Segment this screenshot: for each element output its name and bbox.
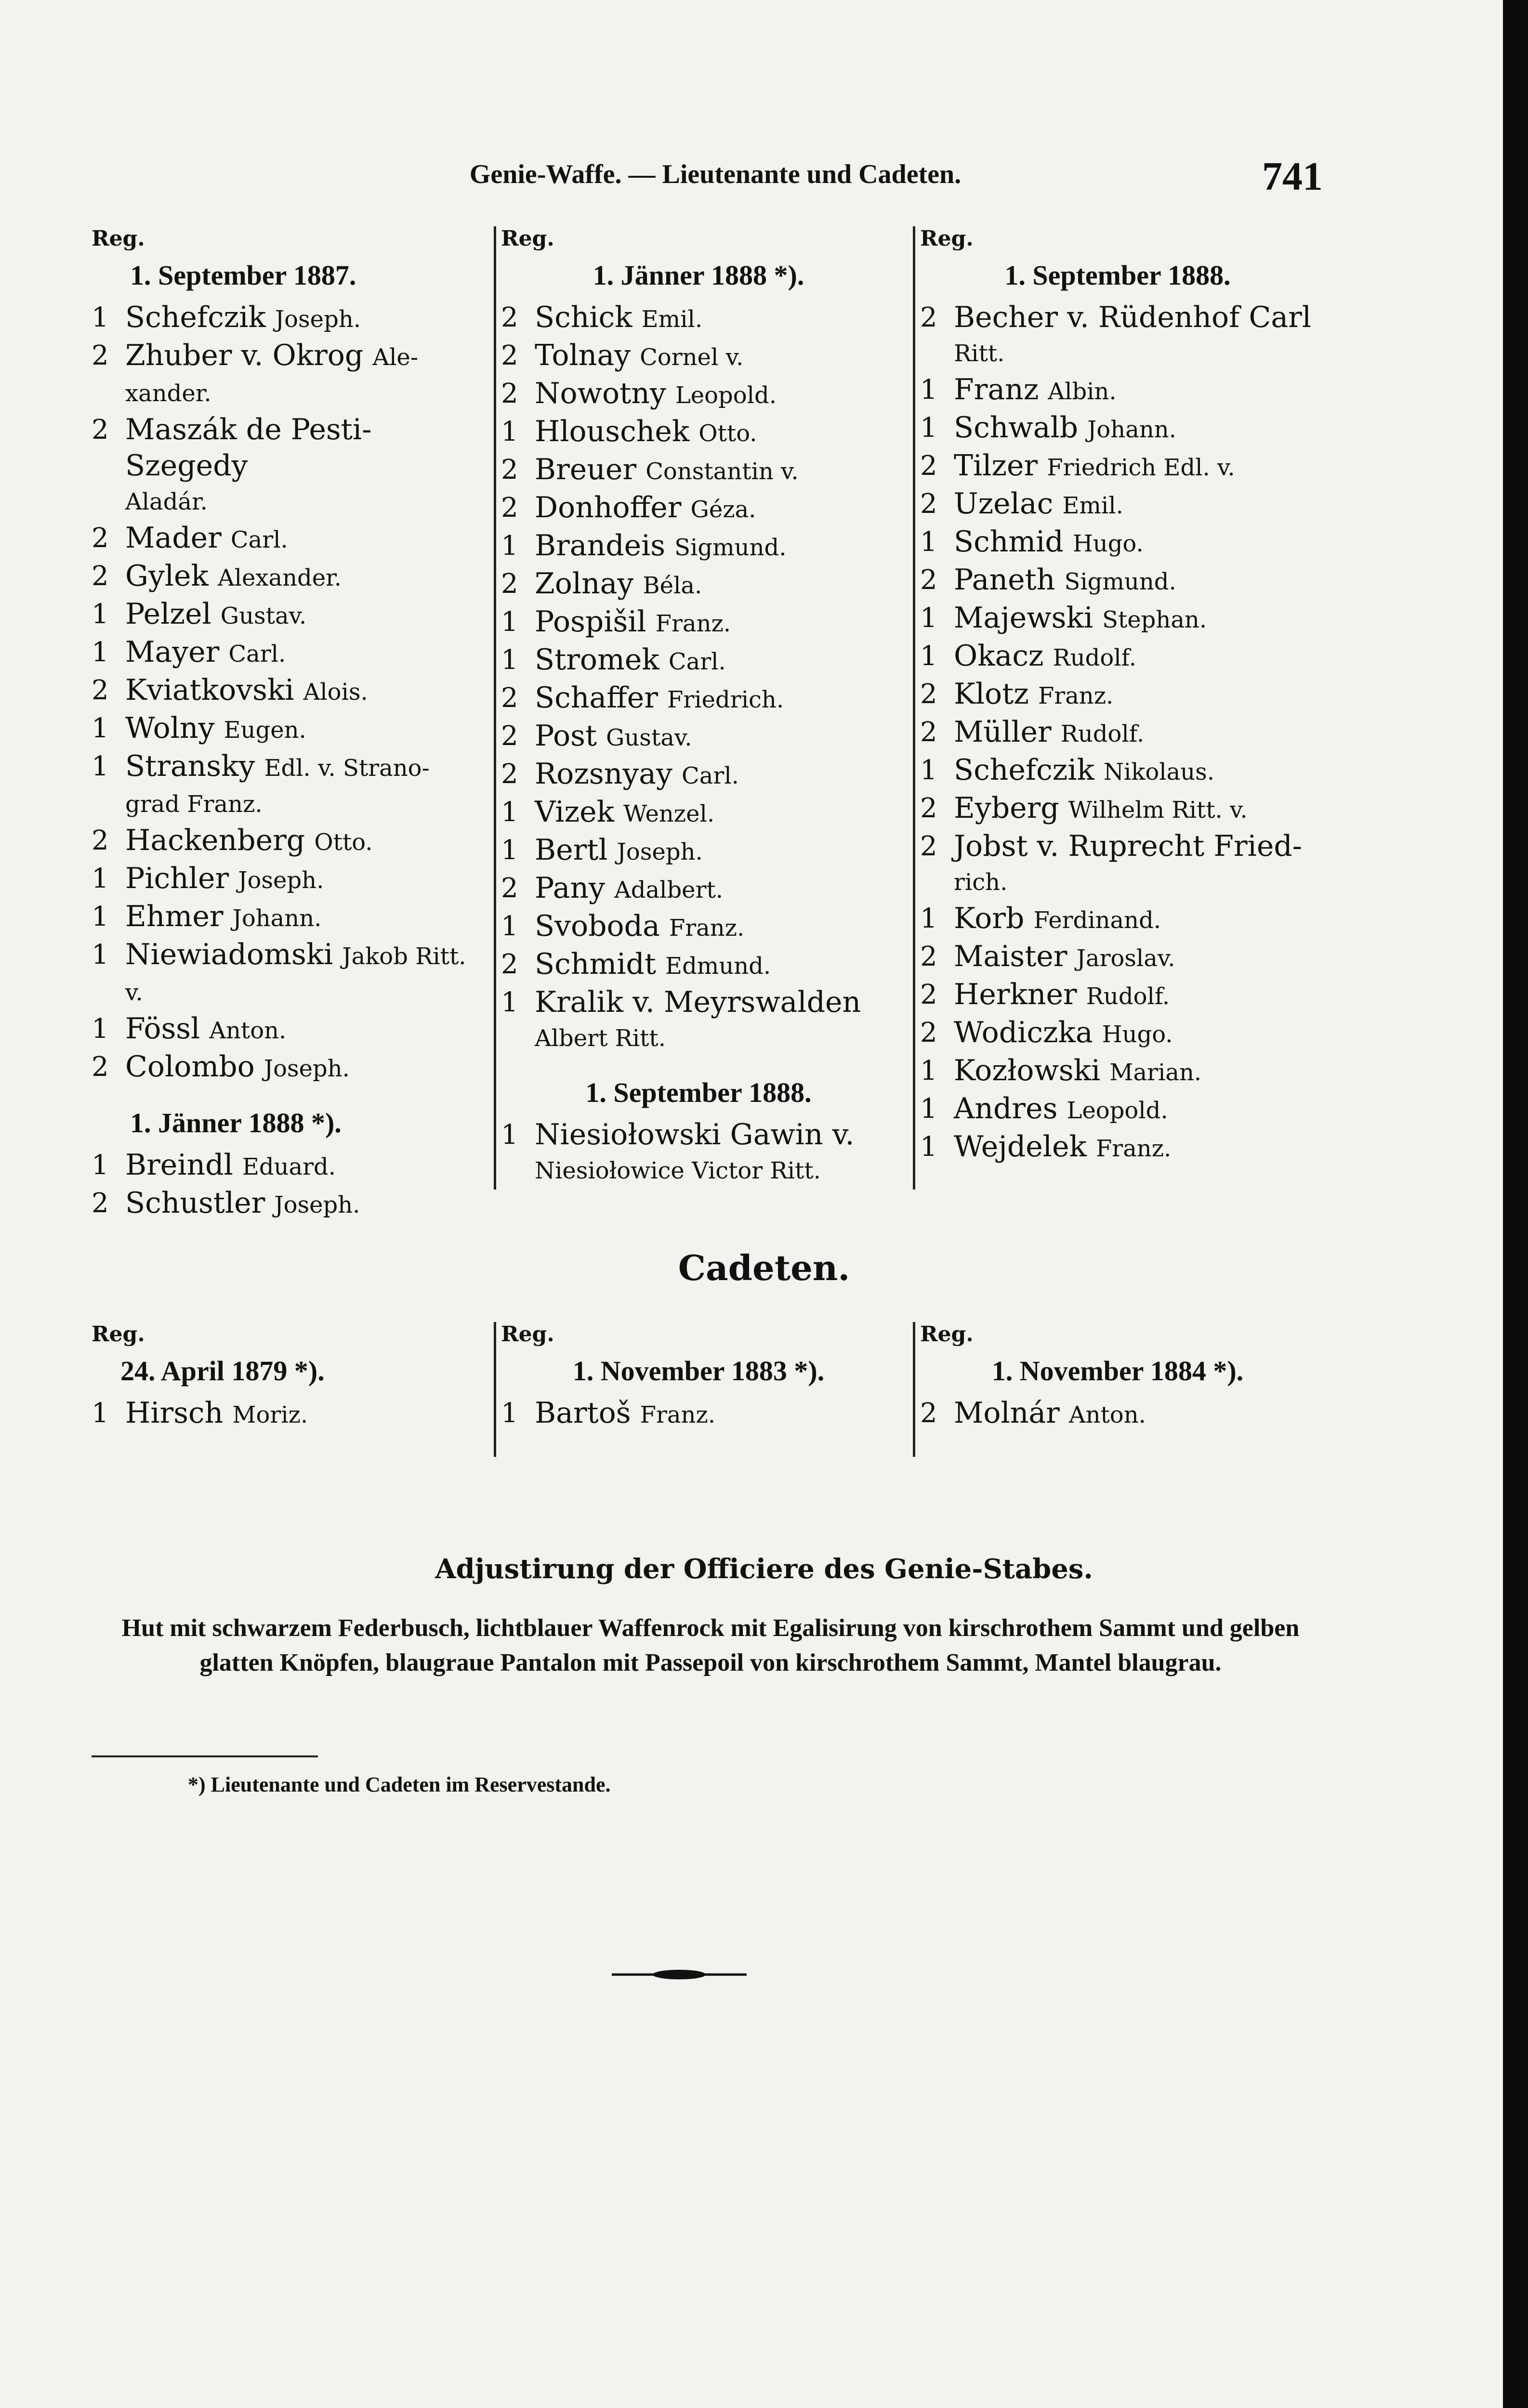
regiment-number: 2 xyxy=(501,949,518,980)
group-date: 1. November 1884 *). xyxy=(991,1355,1244,1387)
regiment-number: 2 xyxy=(920,302,937,333)
list-item xyxy=(92,823,487,861)
regiment-number: 1 xyxy=(920,1093,937,1125)
list-item xyxy=(920,600,1315,638)
entry-surname: Molnár xyxy=(954,1396,1060,1430)
entry-continuation: Ritt. xyxy=(954,340,1005,367)
entry-given: Otto. xyxy=(698,420,757,447)
regiment-number: 2 xyxy=(501,492,518,523)
list-item xyxy=(920,939,1315,977)
list-item xyxy=(92,520,487,558)
regiment-number: 1 xyxy=(920,412,937,444)
entry-continuation: rich. xyxy=(954,869,1008,896)
entry-surname: Korb xyxy=(954,902,1025,935)
regiment-number: 2 xyxy=(92,561,109,592)
entry-given: Sigmund. xyxy=(1064,568,1176,595)
list-item xyxy=(92,1185,487,1223)
entry-surname: Uzelac xyxy=(954,487,1054,521)
regiment-number: 2 xyxy=(92,825,109,856)
entry-surname: Maszák de Pesti-Szegedy xyxy=(125,413,372,483)
entry-given: Leopold. xyxy=(675,382,777,409)
list-item xyxy=(920,410,1315,448)
entry-given: Alois. xyxy=(303,679,368,706)
cadeten-column xyxy=(920,1322,1315,1433)
entry-surname: Pichler xyxy=(125,862,229,895)
group-date: 1. September 1887. xyxy=(130,260,356,291)
list-item xyxy=(920,562,1315,600)
list-item xyxy=(920,524,1315,562)
footnote: *) Lieutenante und Cadeten im Reservestande. xyxy=(188,1773,611,1796)
regiment-number: 2 xyxy=(92,1188,109,1219)
page-header xyxy=(0,154,1528,199)
regiment-number: 1 xyxy=(92,863,109,894)
cadeten-column xyxy=(92,1322,487,1433)
entry-surname: Franz xyxy=(954,373,1039,406)
regiment-number: 2 xyxy=(920,488,937,520)
scan-edge xyxy=(1503,0,1528,2408)
regiment-number: 1 xyxy=(92,637,109,668)
list-item xyxy=(920,638,1315,676)
regiment-number: 2 xyxy=(920,831,937,862)
entry-given: Franz. xyxy=(655,610,731,637)
regiment-number: 1 xyxy=(501,416,518,447)
entry-given: Franz. xyxy=(640,1401,715,1428)
entry-surname: Tolnay xyxy=(535,339,631,372)
entry-continuation: Albert Ritt. xyxy=(535,1025,666,1052)
reg-label: Reg. xyxy=(920,1322,974,1347)
entry-given: Jakob Ritt. xyxy=(342,943,466,970)
entry-given: Rudolf. xyxy=(1060,720,1145,747)
entry-given: Nikolaus. xyxy=(1103,759,1215,785)
entry-surname: Brandeis xyxy=(535,529,666,563)
entry-given: Rudolf. xyxy=(1086,983,1170,1010)
entry-given: Johann. xyxy=(1087,416,1176,443)
entry-given: Hugo. xyxy=(1102,1021,1173,1048)
entry-given: Edmund. xyxy=(665,953,771,980)
entry-surname: Jobst v. Ruprecht Fried- xyxy=(954,829,1303,863)
entry-given: Edl. v. Strano- xyxy=(264,755,430,782)
column-divider xyxy=(494,226,496,1190)
regiment-number: 1 xyxy=(501,797,518,828)
entry-continuation: grad Franz. xyxy=(125,791,263,818)
entry-surname: Pospišil xyxy=(535,605,646,639)
regiment-number: 1 xyxy=(920,641,937,672)
entry-surname: Kviatkovski xyxy=(125,673,294,707)
list-column xyxy=(920,226,1315,1167)
entry-surname: Andres xyxy=(954,1092,1058,1125)
regiment-number: 1 xyxy=(92,1398,109,1429)
list-item xyxy=(920,1015,1315,1053)
list-item xyxy=(501,946,896,984)
list-item xyxy=(501,832,896,870)
adjustirung-text: Hut mit schwarzem Federbusch, lichtblauer Waffenrock mit Egalisirung von kirschrothem Sammt und gelben glatten Knöpfen, blaugraue Pantalon mit Passepoil von kirschrothem Sammt, Mantel blaugrau. xyxy=(121,1614,1300,1676)
list-column xyxy=(92,226,487,1223)
list-item xyxy=(501,528,896,566)
entry-surname: Hirsch xyxy=(125,1396,224,1430)
entry-given: Cornel v. xyxy=(640,344,744,371)
regiment-number: 2 xyxy=(501,302,518,333)
list-item xyxy=(920,1129,1315,1167)
entry-given: Géza. xyxy=(690,496,756,523)
entry-surname: Wodiczka xyxy=(954,1016,1093,1049)
list-item xyxy=(92,634,487,672)
column-divider xyxy=(913,226,915,1190)
regiment-number: 1 xyxy=(920,755,937,786)
entry-surname: Majewski xyxy=(954,601,1093,635)
list-item xyxy=(501,794,896,832)
list-item xyxy=(92,300,487,338)
entry-surname: Mayer xyxy=(125,635,220,669)
list-item xyxy=(501,642,896,680)
regiment-number: 1 xyxy=(501,644,518,676)
entry-given: Friedrich. xyxy=(667,686,784,713)
regiment-number: 2 xyxy=(920,679,937,710)
entry-given: Carl. xyxy=(228,641,286,667)
group-date: 1. Jänner 1888 *). xyxy=(130,1107,342,1139)
list-item xyxy=(92,338,487,412)
entry-surname: Svoboda xyxy=(535,909,660,943)
regiment-number: 2 xyxy=(501,720,518,752)
entry-given: Marian. xyxy=(1109,1059,1202,1086)
entry-surname: Schwalb xyxy=(954,411,1079,445)
reg-label: Reg. xyxy=(920,226,974,251)
entry-given: Constantin v. xyxy=(645,458,799,485)
entry-given: Johann. xyxy=(232,905,322,932)
entry-given: Ale- xyxy=(372,344,419,371)
regiment-number: 2 xyxy=(920,564,937,596)
regiment-number: 1 xyxy=(920,1055,937,1086)
entry-surname: Post xyxy=(535,719,597,753)
list-item xyxy=(920,828,1315,901)
list-item xyxy=(920,901,1315,939)
entry-given: Eduard. xyxy=(242,1153,336,1180)
entry-surname: Kozłowski xyxy=(954,1054,1101,1087)
entry-surname: Niewiadomski xyxy=(125,938,333,971)
list-item xyxy=(92,937,487,1011)
entry-surname: Müller xyxy=(954,715,1052,749)
regiment-number: 2 xyxy=(501,759,518,790)
entry-given: Gustav. xyxy=(606,724,692,751)
entry-surname: Colombo xyxy=(125,1050,255,1084)
list-item xyxy=(92,1011,487,1049)
end-ornament xyxy=(612,1965,747,1984)
page-title: Genie-Waffe. — Lieutenante und Cadeten. xyxy=(469,159,962,189)
list-column xyxy=(501,226,896,1189)
entry-surname: Nowotny xyxy=(535,377,666,410)
regiment-number: 2 xyxy=(92,675,109,706)
entry-surname: Klotz xyxy=(954,677,1029,711)
regiment-number: 1 xyxy=(92,302,109,333)
list-item xyxy=(92,596,487,634)
entry-given: Carl. xyxy=(230,526,288,553)
list-item xyxy=(92,412,487,520)
regiment-number: 2 xyxy=(501,340,518,371)
reg-label: Reg. xyxy=(501,1322,554,1347)
entry-continuation: Aladár. xyxy=(125,488,208,515)
regiment-number: 2 xyxy=(920,717,937,748)
entry-given: Friedrich Edl. v. xyxy=(1047,454,1235,481)
entry-given: Stephan. xyxy=(1102,606,1207,633)
regiment-number: 1 xyxy=(501,1119,518,1151)
reg-label: Reg. xyxy=(92,226,145,251)
entry-given: Alexander. xyxy=(217,564,342,591)
entry-surname: Eyberg xyxy=(954,791,1059,825)
entry-given: Jaroslav. xyxy=(1076,945,1175,972)
entry-given: Adalbert. xyxy=(614,877,724,903)
regiment-number: 1 xyxy=(501,530,518,562)
entry-surname: Bertl xyxy=(535,833,608,867)
entry-given: Béla. xyxy=(643,572,702,599)
list-item xyxy=(920,486,1315,524)
entry-surname: Hackenberg xyxy=(125,824,305,857)
reg-label: Reg. xyxy=(501,226,554,251)
entry-given: Albin. xyxy=(1048,378,1117,405)
regiment-number: 2 xyxy=(920,979,937,1010)
regiment-number: 2 xyxy=(501,454,518,485)
entry-given: Joseph. xyxy=(238,867,324,894)
column-divider xyxy=(913,1322,915,1457)
list-item xyxy=(501,718,896,756)
regiment-number: 1 xyxy=(92,1150,109,1181)
group-date: 24. April 1879 *). xyxy=(120,1355,325,1387)
regiment-number: 1 xyxy=(920,602,937,634)
entry-surname: Herkner xyxy=(954,978,1077,1011)
regiment-number: 1 xyxy=(920,903,937,934)
regiment-number: 2 xyxy=(501,568,518,600)
reg-label: Reg. xyxy=(92,1322,145,1347)
entry-surname: Ehmer xyxy=(125,900,224,933)
entry-surname: Kralik v. Meyrswalden xyxy=(535,985,861,1019)
entry-surname: Gylek xyxy=(125,559,209,593)
regiment-number: 1 xyxy=(920,526,937,558)
regiment-number: 1 xyxy=(92,939,109,970)
regiment-number: 1 xyxy=(92,713,109,744)
entry-given: Franz. xyxy=(1095,1135,1172,1162)
list-item xyxy=(920,752,1315,790)
entry-surname: Stransky xyxy=(125,749,255,783)
regiment-number: 1 xyxy=(501,987,518,1018)
list-item xyxy=(92,710,487,748)
list-item xyxy=(501,376,896,414)
entry-given: Joseph. xyxy=(263,1055,350,1082)
regiment-number: 2 xyxy=(92,340,109,371)
entry-continuation: Niesiołowice Victor Ritt. xyxy=(535,1157,821,1184)
cadeten-heading: Cadeten. xyxy=(678,1247,850,1288)
entry-surname: Breindl xyxy=(125,1148,233,1182)
entry-given: Joseph. xyxy=(275,306,361,333)
entry-given: Sigmund. xyxy=(674,534,787,561)
entry-surname: Donhoffer xyxy=(535,491,682,524)
entry-given: Joseph. xyxy=(274,1191,360,1218)
entry-given: Emil. xyxy=(641,306,703,333)
entry-surname: Fössl xyxy=(125,1012,200,1046)
regiment-number: 2 xyxy=(920,793,937,824)
entry-given: Franz. xyxy=(669,915,745,942)
entry-surname: Wolny xyxy=(125,711,215,745)
entry-surname: Becher v. Rüdenhof Carl xyxy=(954,301,1312,334)
entry-given: Leopold. xyxy=(1067,1097,1168,1124)
entry-surname: Paneth xyxy=(954,563,1055,597)
list-item xyxy=(501,756,896,794)
entry-given: Anton. xyxy=(209,1017,287,1044)
list-item xyxy=(920,372,1315,410)
cadeten-column xyxy=(501,1322,896,1433)
entry-surname: Schefczik xyxy=(125,301,266,334)
adjustirung-heading: Adjustirung der Officiere des Genie-Stabes. xyxy=(435,1553,1093,1585)
regiment-number: 1 xyxy=(92,901,109,932)
entry-given: Rudolf. xyxy=(1053,644,1136,671)
regiment-number: 1 xyxy=(920,374,937,406)
entry-surname: Niesiołowski Gawin v. xyxy=(535,1118,855,1152)
regiment-number: 1 xyxy=(92,1013,109,1045)
entry-given: Wilhelm Ritt. v. xyxy=(1068,797,1248,824)
entry-surname: Mader xyxy=(125,521,222,555)
regiment-number: 2 xyxy=(501,873,518,904)
entry-given: Hugo. xyxy=(1072,530,1144,557)
entry-surname: Breuer xyxy=(535,453,637,486)
regiment-number: 2 xyxy=(920,941,937,972)
list-item xyxy=(92,861,487,899)
regiment-number: 1 xyxy=(501,1398,518,1429)
entry-continuation: v. xyxy=(125,979,143,1006)
list-item xyxy=(501,1117,896,1189)
entry-surname: Schustler xyxy=(125,1186,265,1220)
entry-continuation: xander. xyxy=(125,380,211,407)
list-item xyxy=(501,870,896,908)
list-item xyxy=(92,558,487,596)
entry-surname: Maister xyxy=(954,940,1067,973)
list-item xyxy=(501,338,896,376)
entry-given: Carl. xyxy=(668,648,726,675)
entry-given: Ferdinand. xyxy=(1033,907,1161,934)
list-item xyxy=(501,300,896,338)
list-item xyxy=(92,899,487,937)
entry-surname: Zolnay xyxy=(535,567,634,601)
regiment-number: 2 xyxy=(920,1017,937,1048)
list-item xyxy=(920,1395,1315,1433)
footnote-rule xyxy=(92,1755,318,1757)
entry-given: Eugen. xyxy=(224,717,306,744)
entry-surname: Bartoš xyxy=(535,1396,631,1430)
entry-given: Emil. xyxy=(1062,492,1123,519)
entry-surname: Okacz xyxy=(954,639,1044,673)
entry-surname: Schmidt xyxy=(535,947,656,981)
regiment-number: 1 xyxy=(501,835,518,866)
list-item xyxy=(92,1147,487,1185)
entry-given: Wenzel. xyxy=(623,800,715,827)
list-item xyxy=(920,300,1315,372)
group-date: 1. September 1888. xyxy=(585,1077,812,1108)
entry-given: Anton. xyxy=(1068,1401,1146,1428)
regiment-number: 2 xyxy=(920,450,937,482)
entry-surname: Tilzer xyxy=(954,449,1038,483)
regiment-number: 2 xyxy=(92,414,109,445)
list-item xyxy=(920,790,1315,828)
list-item xyxy=(501,452,896,490)
entry-given: Joseph. xyxy=(617,838,703,865)
regiment-number: 1 xyxy=(920,1131,937,1163)
regiment-number: 1 xyxy=(501,606,518,638)
column-divider xyxy=(494,1322,496,1457)
list-item xyxy=(501,414,896,452)
entry-surname: Wejdelek xyxy=(954,1130,1087,1164)
entry-surname: Rozsnyay xyxy=(535,757,672,791)
list-item xyxy=(501,490,896,528)
group-date: 1. Jänner 1888 *). xyxy=(593,260,804,291)
regiment-number: 2 xyxy=(920,1398,937,1429)
list-item xyxy=(92,672,487,710)
regiment-number: 1 xyxy=(501,911,518,942)
entry-given: Carl. xyxy=(682,762,739,789)
entry-surname: Hlouschek xyxy=(535,415,690,448)
regiment-number: 2 xyxy=(501,378,518,409)
list-item xyxy=(501,566,896,604)
page-number: 741 xyxy=(1262,154,1323,199)
entry-given: Moriz. xyxy=(232,1401,308,1428)
entry-surname: Zhuber v. Okrog xyxy=(125,339,364,372)
entry-surname: Stromek xyxy=(535,643,659,677)
list-item xyxy=(501,1395,896,1433)
list-item xyxy=(920,448,1315,486)
list-item xyxy=(501,908,896,946)
list-item xyxy=(920,977,1315,1015)
entry-surname: Pany xyxy=(535,871,605,905)
entry-given: Gustav. xyxy=(220,602,307,629)
entry-surname: Schaffer xyxy=(535,681,658,715)
entry-surname: Schick xyxy=(535,301,632,334)
entry-surname: Schefczik xyxy=(954,753,1094,787)
list-item xyxy=(920,1091,1315,1129)
list-item xyxy=(92,1049,487,1087)
entry-given: Franz. xyxy=(1038,682,1114,709)
list-item xyxy=(92,1395,487,1433)
regiment-number: 1 xyxy=(92,599,109,630)
regiment-number: 2 xyxy=(92,1051,109,1083)
regiment-number: 1 xyxy=(92,751,109,782)
entry-surname: Vizek xyxy=(535,795,614,829)
list-item xyxy=(920,714,1315,752)
list-item xyxy=(501,984,896,1057)
entry-surname: Schmid xyxy=(954,525,1064,559)
regiment-number: 2 xyxy=(92,523,109,554)
list-item xyxy=(501,680,896,718)
list-item xyxy=(920,1053,1315,1091)
list-item xyxy=(92,748,487,823)
regiment-number: 2 xyxy=(501,682,518,714)
entry-given: Otto. xyxy=(314,829,373,856)
group-date: 1. November 1883 *). xyxy=(572,1355,825,1387)
list-item xyxy=(920,676,1315,714)
entry-surname: Pelzel xyxy=(125,597,211,631)
group-date: 1. September 1888. xyxy=(1004,260,1231,291)
list-item xyxy=(501,604,896,642)
